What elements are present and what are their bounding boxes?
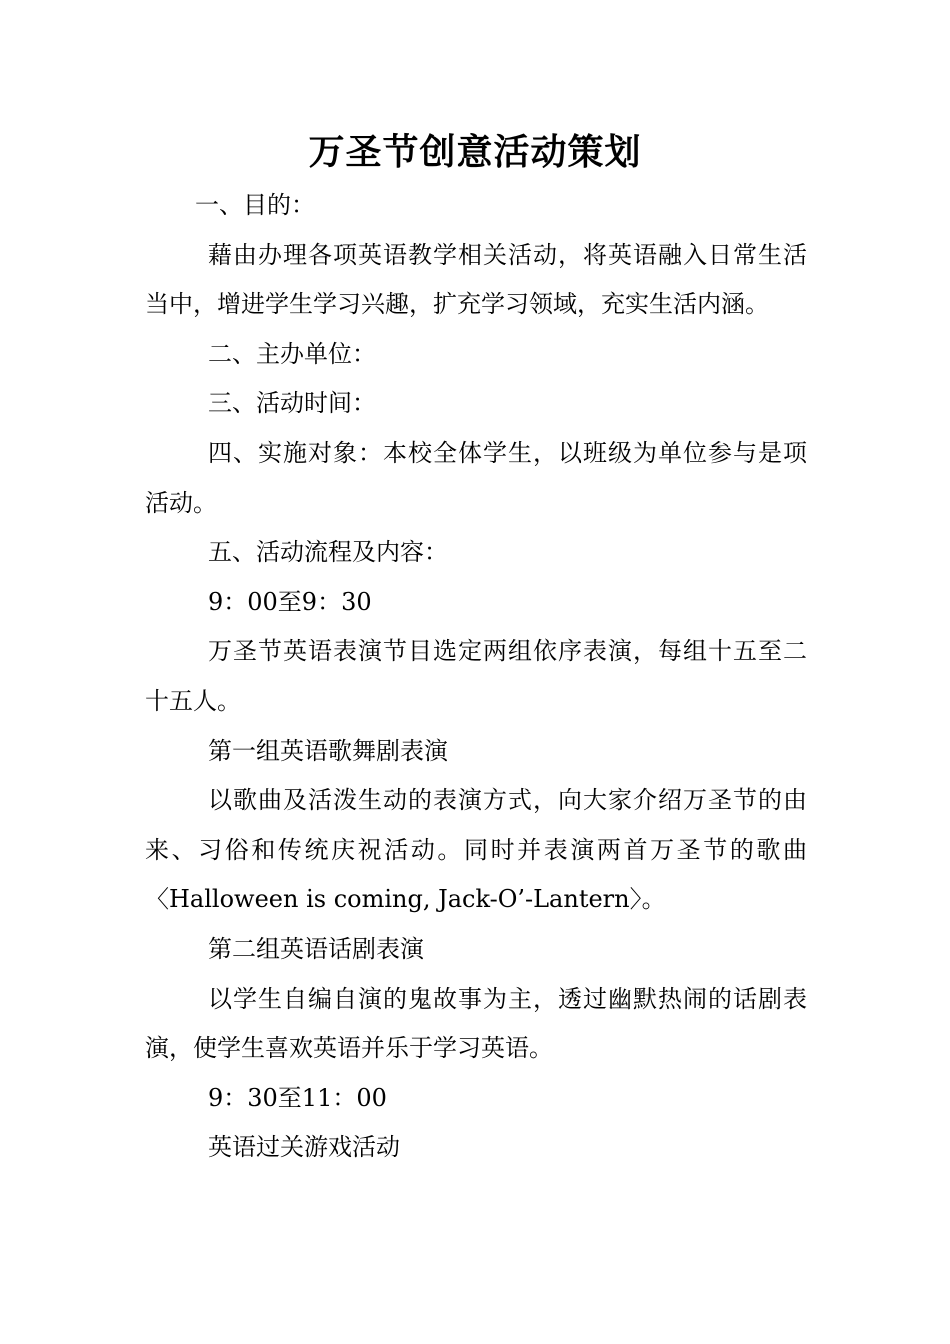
paragraph-time-heading: 三、活动时间： bbox=[208, 389, 376, 418]
paragraph-group-2-detail: 以学生自编自演的鬼故事为主，透过幽默热闹的话剧表演，使学生喜欢英语并乐于学习英语。 bbox=[145, 984, 807, 1063]
paragraph-group-1-detail: 以歌曲及活泼生动的表演方式，向大家介绍万圣节的由来、习俗和传统庆祝活动。同时并表演两首万圣节的歌曲〈Halloween is coming, Jack-O’-Lantern〉。 bbox=[145, 786, 807, 914]
paragraph-organizer-heading: 二、主办单位： bbox=[208, 339, 376, 368]
paragraph-group-1-heading: 第一组英语歌舞剧表演 bbox=[208, 736, 448, 765]
paragraph-game-activity: 英语过关游戏活动 bbox=[208, 1133, 400, 1162]
paragraph-time-slot-1: 9：00至9：30 bbox=[208, 587, 372, 616]
paragraph-performance-intro: 万圣节英语表演节目选定两组依序表演，每组十五至二十五人。 bbox=[145, 637, 807, 715]
paragraph-target: 四、实施对象：本校全体学生，以班级为单位参与是项活动。 bbox=[145, 438, 807, 517]
document-title: 万圣节创意活动策划 bbox=[308, 131, 642, 173]
paragraph-process-heading: 五、活动流程及内容： bbox=[208, 538, 448, 567]
paragraph-purpose: 藉由办理各项英语教学相关活动，将英语融入日常生活当中，增进学生学习兴趣，扩充学习领域，充实生活内涵。 bbox=[145, 240, 807, 319]
document-body bbox=[145, 181, 807, 1173]
paragraph-time-slot-2: 9：30至11：00 bbox=[208, 1083, 387, 1112]
paragraph-group-2-heading: 第二组英语话剧表演 bbox=[208, 934, 424, 963]
paragraph-purpose-heading: 一、目的： bbox=[195, 191, 315, 219]
